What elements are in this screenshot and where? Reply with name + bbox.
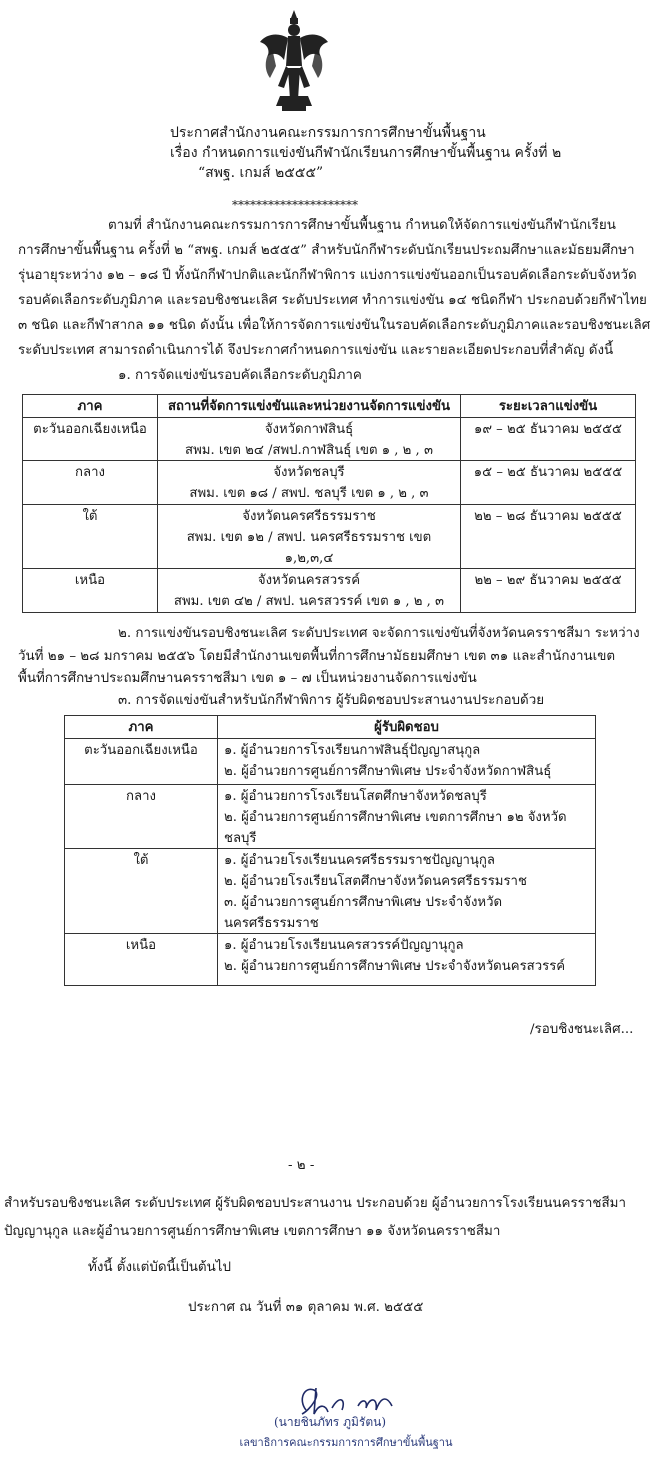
page2-paragraph-line: สำหรับรอบชิงชนะเลิศ ระดับประเทศ ผู้รับผิดชอบประสานงาน ประกอบด้วย ผู้อำนวยการโรงเรียนนครราชสีมา	[4, 1196, 626, 1211]
header-line1: ประกาศสำนักงานคณะกรรมการการศึกษาขั้นพื้นฐาน	[170, 125, 486, 141]
responsible-item: ๑. ผู้อำนวยโรงเรียนนครสวรรค์ปัญญานุกูล	[224, 938, 464, 953]
region-cell: เหนือ	[23, 569, 158, 613]
column-header: ภาค	[65, 716, 218, 739]
column-header: ภาค	[23, 395, 158, 418]
intro-line: ๓ ชนิด และกีฬาสากล ๑๑ ชนิด ดังนั้น เพื่อให้การจัดการแข่งขันในรอบคัดเลือกระดับภูมิภาคและรอบชิงชนะเลิศ	[18, 318, 651, 333]
signer-name: (นายชินภัทร ภูมิรัตน)	[273, 1415, 387, 1429]
venue-province: จังหวัดกาฬสินธุ์	[264, 422, 354, 437]
table-row	[23, 505, 636, 569]
header-event-name: “สพฐ. เกมส์ ๒๕๕๕”	[198, 165, 324, 181]
date-cell: ๒๒ – ๒๙ ธันวาคม ๒๕๕๕	[461, 569, 636, 613]
column-header: สถานที่จัดการแข่งขันและหน่วยงานจัดการแข่งขัน	[158, 395, 461, 418]
responsible-item: ๒. ผู้อำนวยการศูนย์การศึกษาพิเศษ เขตการศึกษา ๑๒ จังหวัดชลบุรี	[224, 810, 567, 846]
region-cell: กลาง	[23, 461, 158, 505]
venue-organizer: สพม. เขต ๑๘ / สพป. ชลบุรี เขต ๑ , ๒ , ๓	[189, 486, 429, 501]
signer-title: เลขาธิการคณะกรรมการการศึกษาขั้นพื้นฐาน	[239, 1436, 453, 1449]
section2-line: พื้นที่การศึกษาประถมศึกษานครราชสีมา เขต ๑ – ๗ เป็นหน่วยงานจัดการแข่งขัน	[18, 671, 477, 686]
responsible-cell	[218, 849, 596, 934]
region-cell: กลาง	[65, 785, 218, 849]
venue-province: จังหวัดชลบุรี	[273, 465, 345, 480]
regional-competition-table	[22, 394, 636, 613]
intro-line: ตามที่ สำนักงานคณะกรรมการการศึกษาขั้นพื้นฐาน กำหนดให้จัดการแข่งขันกีฬานักเรียน	[108, 218, 616, 233]
responsible-item: ๒. ผู้อำนวยการศูนย์การศึกษาพิเศษ ประจำจังหวัดนครสวรรค์	[224, 959, 566, 974]
section3-heading: ๓. การจัดแข่งขันสำหรับนักกีฬาพิการ ผู้รับผิดชอบประสานงานประกอบด้วย	[118, 693, 545, 708]
page2-paragraph-line: ปัญญานุกูล และผู้อำนวยการศูนย์การศึกษาพิเศษ เขตการศึกษา ๑๑ จังหวัดนครราชสีมา	[4, 1224, 501, 1239]
table-row	[65, 785, 596, 849]
date-cell: ๑๙ – ๒๕ ธันวาคม ๒๕๕๕	[461, 418, 636, 461]
table-row	[23, 418, 636, 461]
disabled-athletes-table	[64, 715, 596, 986]
venue-province: จังหวัดนครศรีธรรมราช	[242, 509, 376, 524]
column-header: ผู้รับผิดชอบ	[218, 716, 596, 739]
venue-organizer: สพม. เขต ๑๒ / สพป. นครศรีธรรมราช เขต ๑,๒,๓,๔	[186, 530, 432, 566]
venue-cell	[158, 418, 461, 461]
region-cell: ใต้	[65, 849, 218, 934]
region-cell: เหนือ	[65, 934, 218, 986]
column-header: ระยะเวลาแข่งขัน	[461, 395, 636, 418]
table-row	[23, 461, 636, 505]
responsible-cell	[218, 934, 596, 986]
section1-heading: ๑. การจัดแข่งขันรอบคัดเลือกระดับภูมิภาค	[118, 368, 362, 383]
continued-note: /รอบชิงชนะเลิศ...	[530, 1022, 634, 1037]
responsible-item: ๒. ผู้อำนวยการศูนย์การศึกษาพิเศษ ประจำจังหวัดกาฬสินธุ์	[224, 764, 552, 779]
garuda-emblem-icon	[258, 8, 330, 114]
responsible-item: ๓. ผู้อำนวยการศูนย์การศึกษาพิเศษ ประจำจังหวัดนครศรีธรรมราช	[224, 895, 503, 931]
table-row	[65, 739, 596, 785]
section2-line: ๒. การแข่งขันรอบชิงชนะเลิศ ระดับประเทศ จะจัดการแข่งขันที่จังหวัดนครราชสีมา ระหว่าง	[118, 626, 640, 641]
effective-statement: ทั้งนี้ ตั้งแต่บัดนี้เป็นต้นไป	[88, 1260, 232, 1275]
region-cell: ตะวันออกเฉียงเหนือ	[23, 418, 158, 461]
venue-cell	[158, 569, 461, 613]
intro-line: รอบคัดเลือกระดับภูมิภาค และรอบชิงชนะเลิศ ระดับประเทศ ทำการแข่งขัน ๑๔ ชนิดกีฬา ประกอบด้วยกีฬาไทย	[18, 293, 647, 308]
table-row	[65, 934, 596, 986]
section2-line: วันที่ ๒๑ – ๒๘ มกราคม ๒๕๕๖ โดยมีสำนักงานเขตพื้นที่การศึกษามัธยมศึกษา เขต ๓๑ และสำนักงานเขต	[18, 649, 616, 664]
intro-line: ระดับประเทศ สามารถดำเนินการได้ จึงประกาศกำหนดการแข่งขัน และรายละเอียดประกอบที่สำคัญ ดังนี้	[18, 343, 614, 358]
header-stars: *********************	[232, 198, 358, 212]
page-number: - ๒ -	[288, 1158, 315, 1173]
table-row	[23, 569, 636, 613]
table-row	[65, 849, 596, 934]
responsible-item: ๒. ผู้อำนวยโรงเรียนโสตศึกษาจังหวัดนครศรีธรรมราช	[224, 874, 527, 889]
responsible-item: ๑. ผู้อำนวยการโรงเรียนกาฬสินธุ์ปัญญาสนุกูล	[224, 743, 481, 758]
responsible-item: ๑. ผู้อำนวยการโรงเรียนโสตศึกษาจังหวัดชลบุรี	[224, 789, 487, 804]
region-cell: ตะวันออกเฉียงเหนือ	[65, 739, 218, 785]
region-cell: ใต้	[23, 505, 158, 569]
venue-province: จังหวัดนครสวรรค์	[257, 573, 361, 588]
responsible-cell	[218, 785, 596, 849]
announcement-date: ประกาศ ณ วันที่ ๓๑ ตุลาคม พ.ศ. ๒๕๕๕	[188, 1300, 424, 1315]
venue-cell	[158, 505, 461, 569]
responsible-cell	[218, 739, 596, 785]
venue-cell	[158, 461, 461, 505]
date-cell: ๒๒ – ๒๘ ธันวาคม ๒๕๕๕	[461, 505, 636, 569]
venue-organizer: สพม. เขต ๔๒ / สพป. นครสวรรค์ เขต ๑ , ๒ , ๓	[173, 594, 445, 609]
intro-line: การศึกษาขั้นพื้นฐาน ครั้งที่ ๒ “สพฐ. เกมส์ ๒๕๕๕” สำหรับนักกีฬาระดับนักเรียนประถมศึกษาและมัธยมศึกษา	[18, 243, 635, 258]
date-cell: ๑๕ – ๒๕ ธันวาคม ๒๕๕๕	[461, 461, 636, 505]
venue-organizer: สพม. เขต ๒๔ /สพป.กาฬสินธุ์ เขต ๑ , ๒ , ๓	[185, 443, 433, 458]
responsible-item: ๑. ผู้อำนวยโรงเรียนนครศรีธรรมราชปัญญานุกูล	[224, 853, 495, 868]
intro-line: รุ่นอายุระหว่าง ๑๒ – ๑๘ ปี ทั้งนักกีฬาปกติและนักกีฬาพิการ แบ่งการแข่งขันออกเป็นรอบคัดเลือกระดับจังหวัด	[18, 268, 637, 283]
header-subject: เรื่อง กำหนดการแข่งขันกีฬานักเรียนการศึกษาขั้นพื้นฐาน ครั้งที่ ๒	[170, 145, 562, 161]
